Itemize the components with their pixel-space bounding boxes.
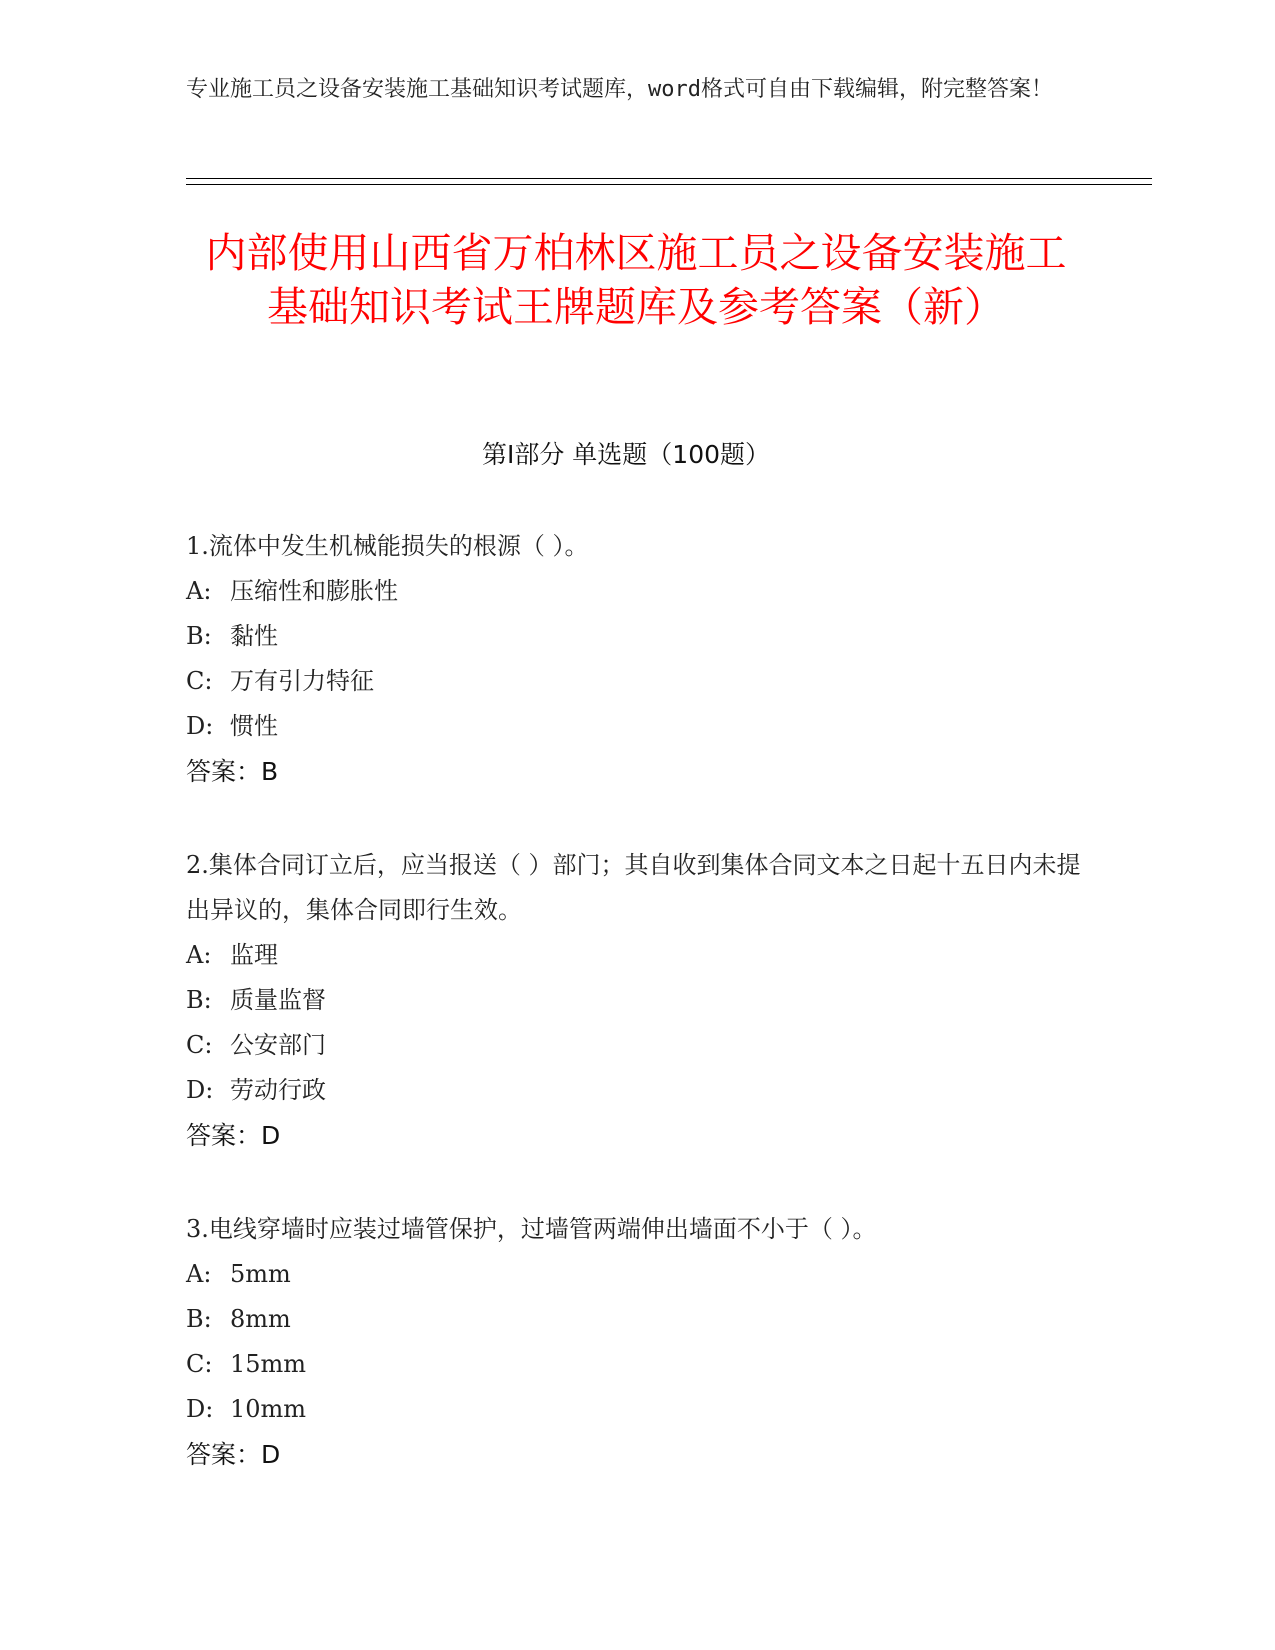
option-a xyxy=(186,569,1086,614)
header-rule-top xyxy=(186,178,1152,179)
answer: 答案：B xyxy=(186,757,279,786)
option-text: 公安部门 xyxy=(230,1031,326,1059)
header-rule-bottom xyxy=(186,184,1152,185)
option-letter: D: xyxy=(186,712,214,740)
option-letter: B: xyxy=(186,986,212,1014)
option-letter: A: xyxy=(186,577,212,605)
option-c xyxy=(186,1342,1086,1387)
option-c xyxy=(186,659,1086,704)
option-text: 10mm xyxy=(230,1395,307,1423)
option-d xyxy=(186,1387,1086,1432)
option-letter: B: xyxy=(186,622,212,650)
option-text: 惯性 xyxy=(230,712,278,740)
option-letter: C: xyxy=(186,1031,213,1059)
question-text: 1.流体中发生机械能损失的根源（ ）。 xyxy=(186,532,589,560)
question-1 xyxy=(186,524,1086,794)
option-a xyxy=(186,933,1086,978)
option-letter: C: xyxy=(186,667,213,695)
option-c xyxy=(186,1023,1086,1068)
option-text: 5mm xyxy=(230,1260,291,1288)
question-text: 3.电线穿墙时应装过墙管保护，过墙管两端伸出墙面不小于（ ）。 xyxy=(186,1215,877,1243)
option-b xyxy=(186,978,1086,1023)
option-letter: D: xyxy=(186,1076,214,1104)
option-text: 监理 xyxy=(230,941,278,969)
question-3 xyxy=(186,1207,1086,1477)
option-letter: D: xyxy=(186,1395,214,1423)
answer: 答案：D xyxy=(186,1121,281,1150)
option-text: 8mm xyxy=(230,1305,291,1333)
option-letter: C: xyxy=(186,1350,213,1378)
answer: 答案：D xyxy=(186,1440,281,1469)
question-2 xyxy=(186,843,1086,1158)
header-note: 专业施工员之设备安装施工基础知识考试题库，word格式可自由下载编辑，附完整答案！ xyxy=(186,77,1053,102)
option-d xyxy=(186,704,1086,749)
option-text: 劳动行政 xyxy=(230,1076,326,1104)
option-text: 15mm xyxy=(230,1350,307,1378)
option-d xyxy=(186,1068,1086,1113)
option-text: 万有引力特征 xyxy=(230,667,374,695)
option-b xyxy=(186,1297,1086,1342)
option-letter: B: xyxy=(186,1305,212,1333)
option-text: 压缩性和膨胀性 xyxy=(230,577,398,605)
section-title: 第I部分 单选题（100题） xyxy=(481,440,771,469)
document-title: 内部使用山西省万柏林区施工员之设备安装施工基础知识考试王牌题库及参考答案（新） xyxy=(205,229,1067,331)
option-b xyxy=(186,614,1086,659)
option-text: 质量监督 xyxy=(230,986,326,1014)
option-text: 黏性 xyxy=(230,622,278,650)
question-text: 2.集体合同订立后，应当报送（ ）部门；其自收到集体合同文本之日起十五日内未提出异议的，集体合同即行生效。 xyxy=(186,851,1081,924)
option-letter: A: xyxy=(186,941,212,969)
option-a xyxy=(186,1252,1086,1297)
option-letter: A: xyxy=(186,1260,212,1288)
